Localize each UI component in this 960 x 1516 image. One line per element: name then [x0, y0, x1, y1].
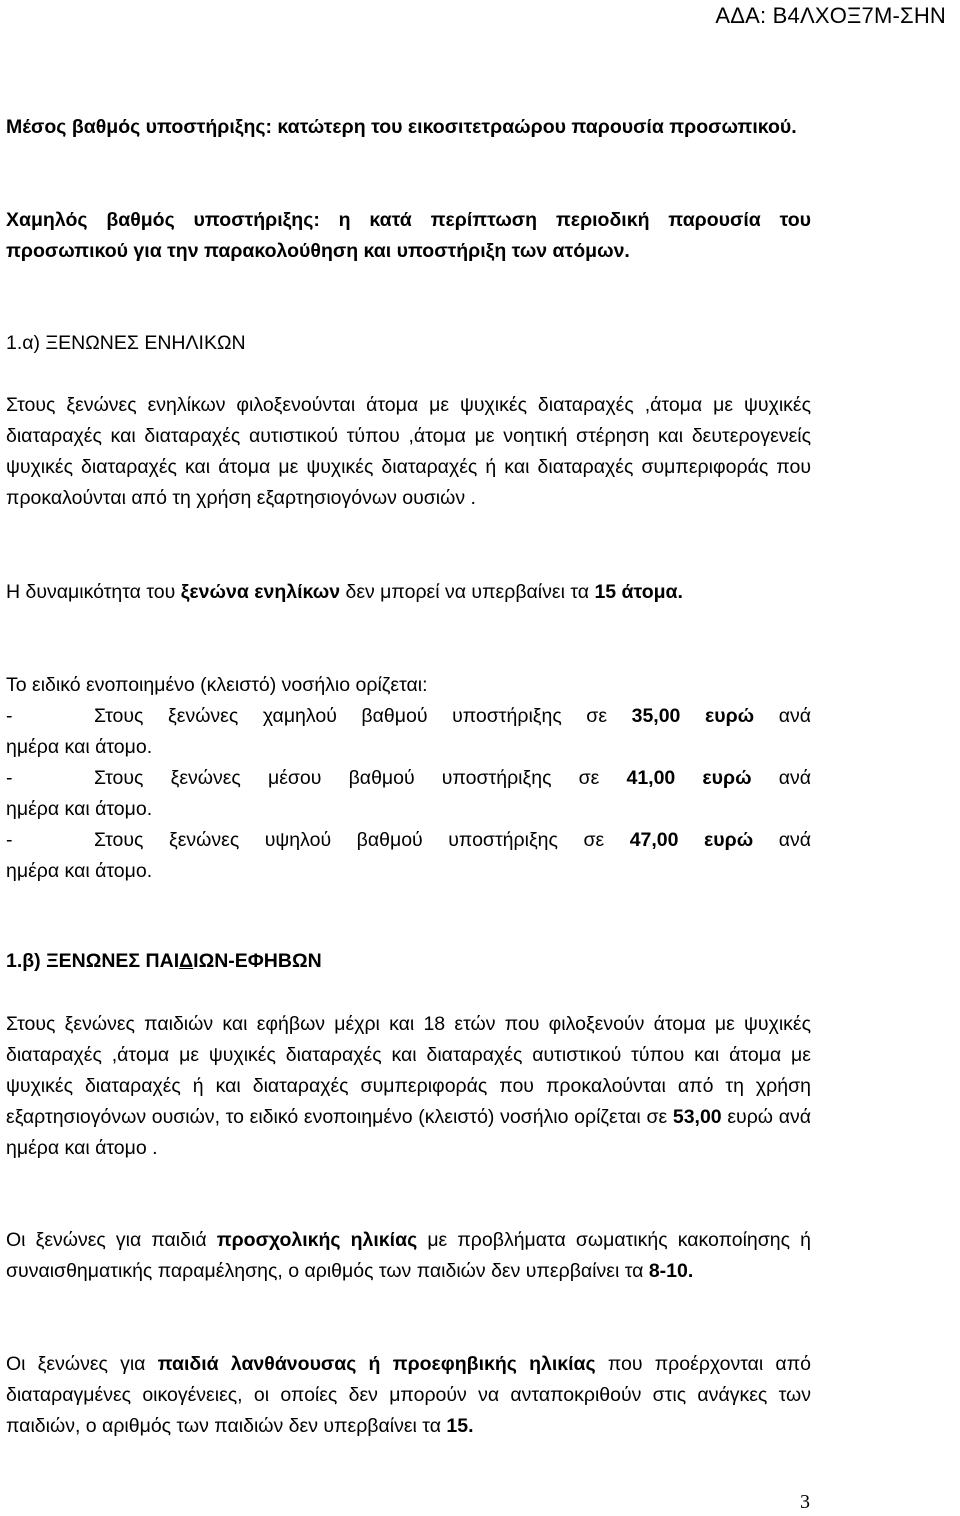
capacity-prefix: Η δυναμικότητα του — [6, 581, 181, 603]
rate-line-low — [6, 701, 811, 732]
latency-text: Οι ξενώνες για — [6, 1353, 158, 1375]
section-b-intro-block — [6, 1009, 811, 1164]
rate-suffix: ανά — [754, 705, 811, 727]
latency-block — [6, 1349, 811, 1442]
intro-text-end: ευρώ ανά ημέρα και άτομο . — [6, 1106, 812, 1159]
section-a-heading: 1.α) ΞΕΝΩΝΕΣ ΕΝΗΛΙΚΩΝ — [6, 332, 246, 354]
capacity-middle: δεν μπορεί να υπερβαίνει τα — [340, 581, 595, 603]
section-a-heading-block — [6, 328, 811, 359]
intro-amount: 53,00 — [672, 1106, 722, 1128]
rate-suffix: ανά — [751, 767, 811, 789]
heading-part: 1.β) ΞΕΝΩΝΕΣ ΠΑΙ — [6, 950, 180, 972]
medium-support-paragraph — [6, 112, 811, 143]
rate-label: Στους ξενώνες υψηλού βαθμού υποστήριξης σε — [94, 829, 630, 851]
rate-dash: - — [6, 767, 13, 789]
section-a-intro-block — [6, 390, 811, 514]
rate-amount: 47,00 ευρώ — [629, 829, 754, 851]
section-b-intro — [6, 1009, 811, 1164]
rate-continuation: ημέρα και άτομο. — [6, 860, 153, 882]
heading-part: ΙΩΝ-ΕΦΗΒΩΝ — [193, 950, 322, 972]
preschool-paragraph — [6, 1225, 811, 1287]
per-diem-intro: Το ειδικό ενοποιημένο (κλειστό) νοσήλιο ορίζεται: — [6, 674, 428, 696]
rate-dash: - — [6, 829, 13, 851]
rate-line-medium — [6, 763, 811, 794]
rate-text — [94, 701, 811, 732]
rate-dash: - — [6, 705, 13, 727]
rate-suffix: ανά — [753, 829, 811, 851]
latency-bold: παιδιά λανθάνουσας ή προεφηβικής ηλικίας — [157, 1353, 596, 1375]
intro-text: Στους ξενώνες παιδιών και εφήβων μέχρι και 18 ετών που φιλοξενούν άτομα με ψυχικές διαταραχές ,άτομα με ψυχικές διαταραχές και διαταραχές αυτιστικού τύπου και άτομα με ψυχικές διαταραχές ή και διαταραχές συμπεριφοράς που προκαλούνται από τη χρήση εξαρτησιογόνων ουσιών, το ειδικό ενοποιημένο (κλειστό) νοσήλιο ορίζεται σε — [6, 1013, 811, 1128]
medium-support-text: Μέσος βαθμός υποστήριξης: κατώτερη του εικοσιτετραώρου παρουσία προσωπικού. — [6, 116, 797, 138]
rate-text — [94, 825, 811, 856]
section-b-heading-block — [6, 946, 811, 977]
latency-text-end: που προέρχονται από διαταραγμένες οικογένειες, οι οποίες δεν μπορούν να ανταποκριθούν στις ανάγκες των παιδιών, ο αριθμός των παιδιών δεν υπερβαίνει τα — [6, 1353, 811, 1437]
page-number: 3 — [800, 1491, 810, 1513]
low-support-text: Χαμηλός βαθμός υποστήριξης: η κατά περίπτωση περιοδική παρουσία του προσωπικού για την παρακολούθηση και υποστήριξη των ατόμων. — [6, 209, 811, 262]
rate-label: Στους ξενώνες χαμηλού βαθμού υποστήριξης σε — [94, 705, 632, 727]
ada-code: ΑΔΑ: Β4ΛΧΟΞ7Μ-ΣΗΝ — [715, 3, 946, 28]
rate-text — [94, 763, 811, 794]
preschool-text: Οι ξενώνες για παιδιά — [6, 1229, 217, 1251]
section-b-heading — [6, 946, 811, 977]
rate-label: Στους ξενώνες μέσου βαθμού υποστήριξης σε — [94, 767, 627, 789]
latency-limit: 15. — [446, 1415, 474, 1437]
rate-continuation: ημέρα και άτομο. — [6, 798, 153, 820]
latency-paragraph — [6, 1349, 811, 1442]
preschool-bold: προσχολικής ηλικίας — [216, 1229, 418, 1251]
section-a-rates-block — [6, 670, 811, 887]
preschool-block — [6, 1225, 811, 1287]
capacity-bold: ξενώνα ενηλίκων — [180, 581, 341, 603]
rate-continuation: ημέρα και άτομο. — [6, 736, 153, 758]
section-a-intro: Στους ξενώνες ενηλίκων φιλοξενούνται άτομα με ψυχικές διαταραχές ,άτομα με ψυχικές διαταραχές και διαταραχές αυτιστικού τύπου ,άτομα με νοητική στέρηση και δευτερογενείς ψυχικές διαταραχές και άτομα με ψυχικές διαταραχές ή και διαταραχές συμπεριφοράς που προκαλούνται από τη χρήση εξαρτησιογόνων ουσιών . — [6, 394, 811, 509]
rate-amount: 35,00 ευρώ — [631, 705, 755, 727]
rate-line-high — [6, 825, 811, 856]
low-support-paragraph — [6, 205, 811, 267]
capacity-value: 15 άτομα. — [594, 581, 683, 603]
rate-amount: 41,00 ευρώ — [626, 767, 752, 789]
preschool-text-end: με προβλήματα σωματικής κακοποίησης ή συναισθηματικής παραμέλησης, ο αριθμός των παιδιών δεν υπερβαίνει τα — [6, 1229, 811, 1282]
section-a-capacity-block — [6, 577, 811, 608]
preschool-limit: 8-10. — [648, 1260, 694, 1282]
section-a-capacity — [6, 577, 811, 608]
heading-underlined-letter: Δ — [179, 950, 194, 972]
